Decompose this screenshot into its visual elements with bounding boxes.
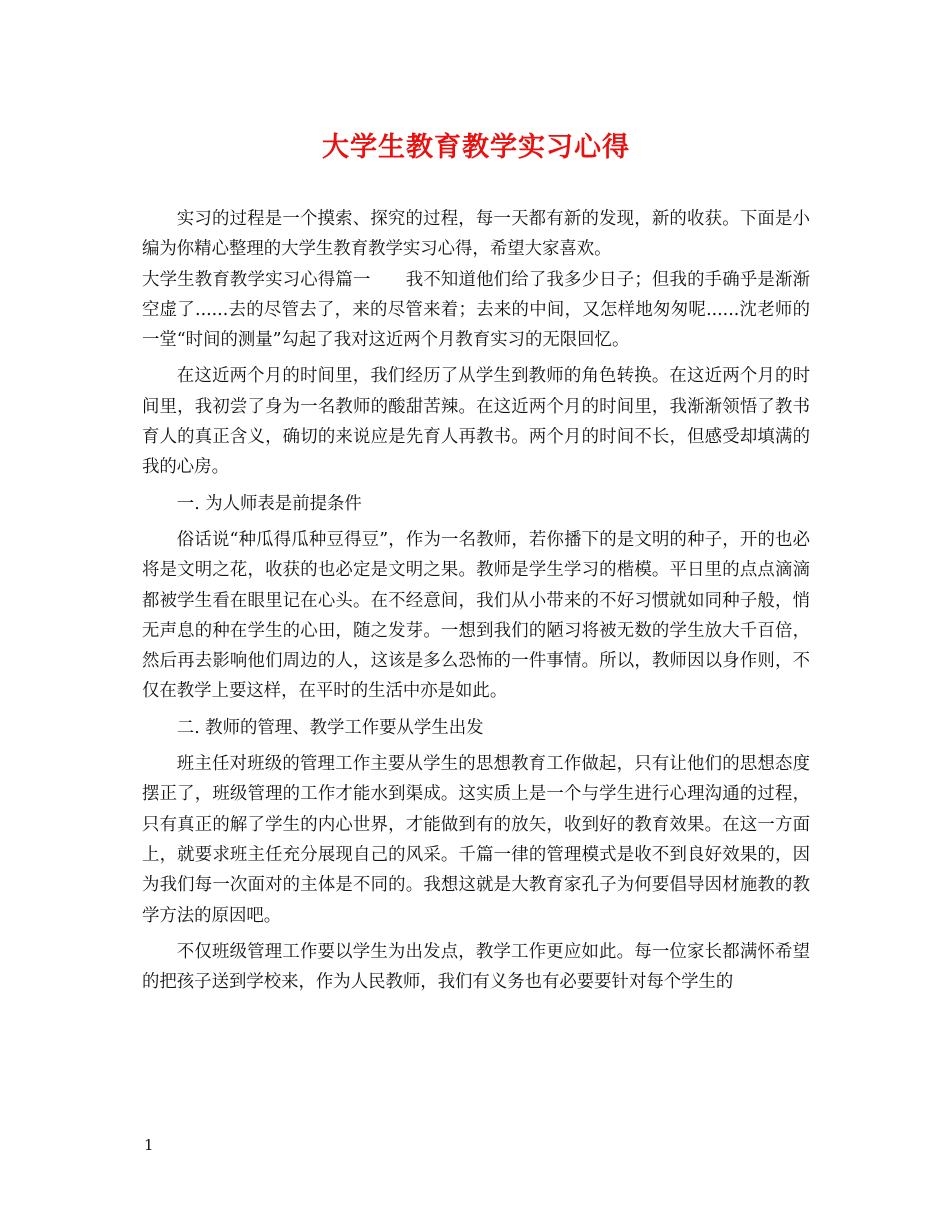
page-number: 1 <box>144 1136 154 1154</box>
heading-two: 二. 教师的管理、教学工作要从学生出发 <box>176 717 484 738</box>
role-transition-paragraph: 在这近两个月的时间里，我们经历了从学生到教师的角色转换。在这近两个月的时间里，我初尝了身为一名教师的酸甜苦辣。在这近两个月的时间里，我渐渐领悟了教书育人的真正含义，确切的来说应是先育人再教书。两个月的时间不长，但感受却填满的我的心房。 <box>142 366 810 478</box>
document-body <box>142 204 810 997</box>
section-one-opening-paragraph: 大学生教育教学实习心得篇一 我不知道他们给了我多少日子；但我的手确乎是渐渐空虚了......去的尽管去了，来的尽管来着；去来的中间，又怎样地匆匆呢......沈老师的一堂“时间的测量”勾起了我对这近两个月教育实习的无限回忆。 <box>142 269 810 351</box>
intro-paragraph: 实习的过程是一个摸索、探究的过程，每一天都有新的发现，新的收获。下面是小编为你精心整理的大学生教育教学实习心得，希望大家喜欢。 <box>142 209 810 260</box>
class-management-paragraph: 班主任对班级的管理工作主要从学生的思想教育工作做起，只有让他们的思想态度摆正了，班级管理的工作才能水到渠成。这实质上是一个与学生进行心理沟通的过程，只有真正的解了学生的内心世界，才能做到有的放矢，收到好的教育效果。在这一方面上，就要求班主任充分展现自己的风采。千篇一律的管理模式是收不到良好效果的，因为我们每一次面对的主体是不同的。我想这就是大教育家孔子为何要倡导因材施教的教学方法的原因吧。 <box>142 754 810 926</box>
document-page <box>142 128 810 997</box>
teaching-work-paragraph: 不仅班级管理工作要以学生为出发点，教学工作更应如此。每一位家长都满怀希望的把孩子送到学校来，作为人民教师，我们有义务也有必要要针对每个学生的 <box>142 941 810 993</box>
heading-one: 一. 为人师表是前提条件 <box>176 493 362 514</box>
role-model-paragraph: 俗话说“种瓜得瓜种豆得豆”，作为一名教师，若你播下的是文明的种子，开的也必将是文明之花，收获的也必定是文明之果。教师是学生学习的楷模。平日里的点点滴滴都被学生看在眼里记在心头。在不经意间，我们从小带来的不好习惯就如同种子般，悄无声息的种在学生的心田，随之发芽。一想到我们的陋习将被无数的学生放大千百倍，然后再去影响他们周边的人，这该是多么恐怖的一件事情。所以，教师因以身作则，不仅在教学上要这样，在平时的生活中亦是如此。 <box>142 529 810 702</box>
document-title: 大学生教育教学实习心得 <box>322 132 630 163</box>
